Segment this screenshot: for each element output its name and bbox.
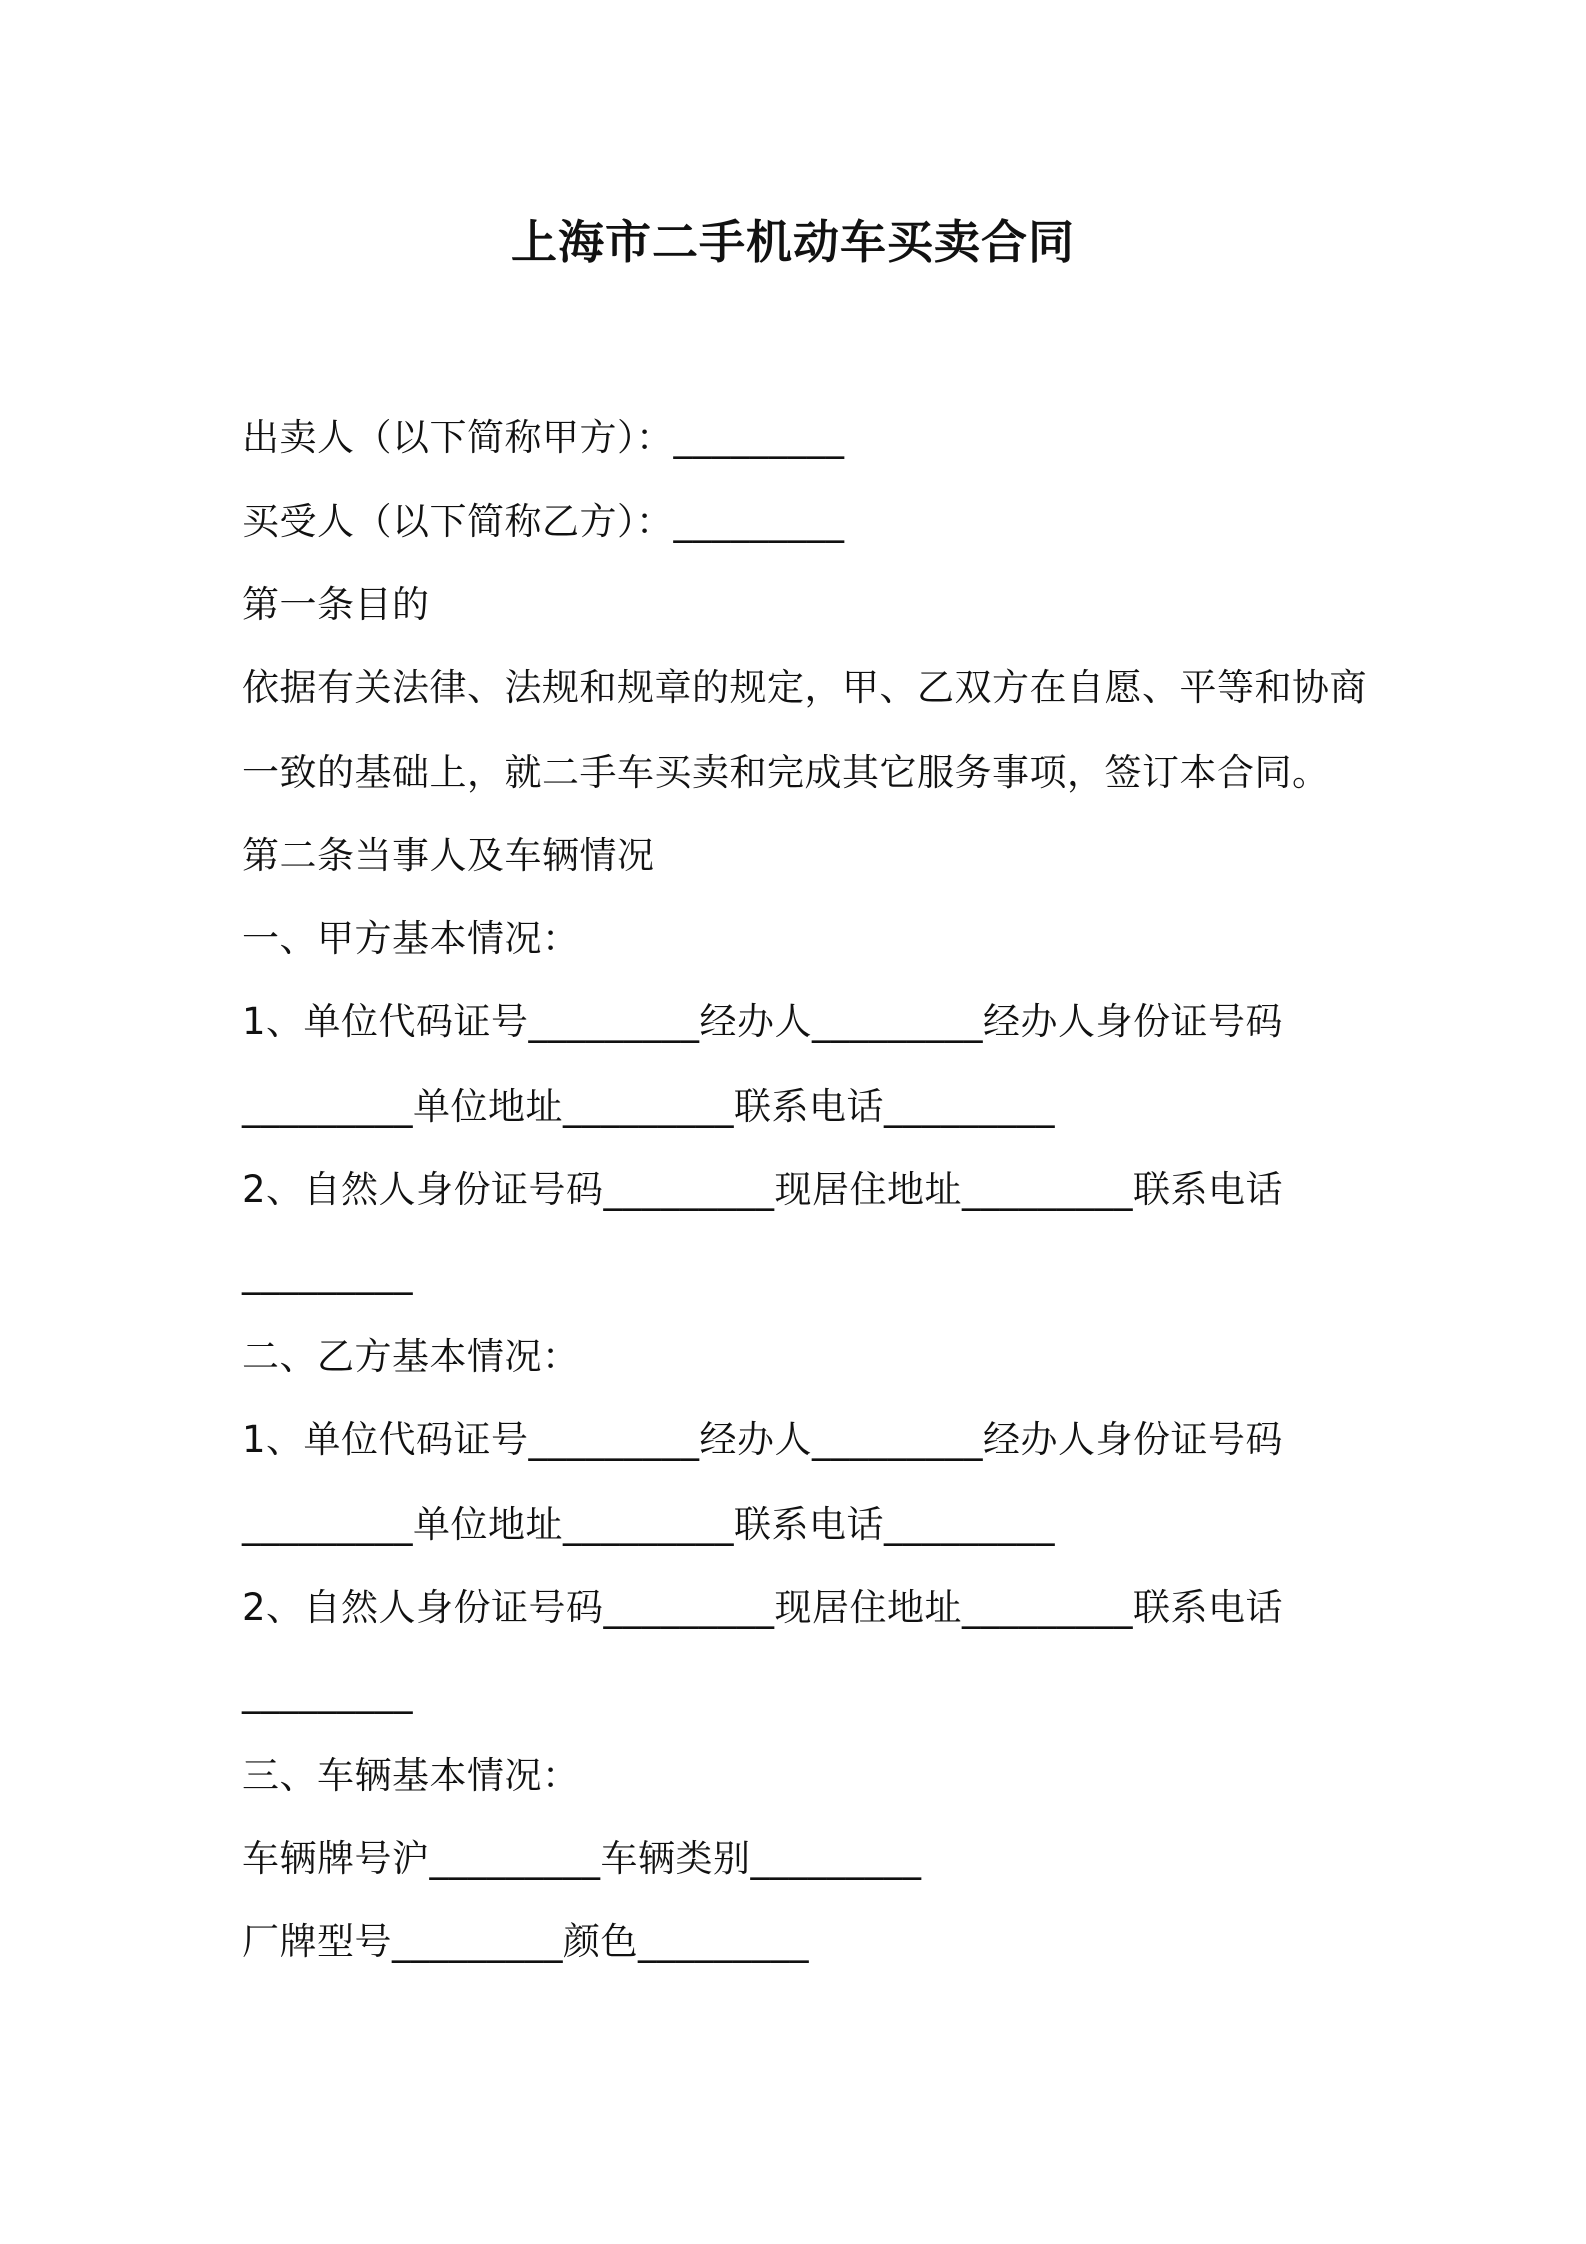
party-a-org-line-2: _________单位地址_________联系电话_________ bbox=[242, 1085, 1055, 1128]
party-a-heading: 一、甲方基本情况： bbox=[242, 917, 580, 960]
article-1-heading: 第一条目的 bbox=[242, 583, 430, 626]
article-1-text-line-1: 依据有关法律、法规和规章的规定，甲、乙双方在自愿、平等和协商 bbox=[242, 666, 1367, 709]
article-2-heading: 第二条当事人及车辆情况 bbox=[242, 834, 655, 877]
vehicle-heading: 三、车辆基本情况： bbox=[242, 1754, 580, 1797]
party-a-person-line-2: _________ bbox=[242, 1252, 413, 1295]
seller-line: 出卖人（以下简称甲方）：_________ bbox=[242, 416, 845, 459]
party-a-person-line-1: 2、自然人身份证号码_________现居住地址_________联系电话 bbox=[242, 1168, 1284, 1211]
party-b-person-line-2: _________ bbox=[242, 1671, 413, 1714]
party-b-heading: 二、乙方基本情况： bbox=[242, 1335, 580, 1378]
vehicle-model-line: 厂牌型号_________颜色_________ bbox=[242, 1920, 809, 1963]
party-a-org-line-1: 1、单位代码证号_________经办人_________经办人身份证号码 bbox=[242, 1000, 1284, 1043]
vehicle-plate-line: 车辆牌号沪_________车辆类别_________ bbox=[242, 1837, 922, 1880]
party-b-org-line-1: 1、单位代码证号_________经办人_________经办人身份证号码 bbox=[242, 1418, 1284, 1461]
article-1-text-line-2: 一致的基础上，就二手车买卖和完成其它服务事项，签订本合同。 bbox=[242, 751, 1330, 794]
party-b-person-line-1: 2、自然人身份证号码_________现居住地址_________联系电话 bbox=[242, 1586, 1284, 1629]
party-b-org-line-2: _________单位地址_________联系电话_________ bbox=[242, 1503, 1055, 1546]
contract-title: 上海市二手机动车买卖合同 bbox=[511, 215, 1075, 269]
buyer-line: 买受人（以下简称乙方）：_________ bbox=[242, 500, 845, 543]
